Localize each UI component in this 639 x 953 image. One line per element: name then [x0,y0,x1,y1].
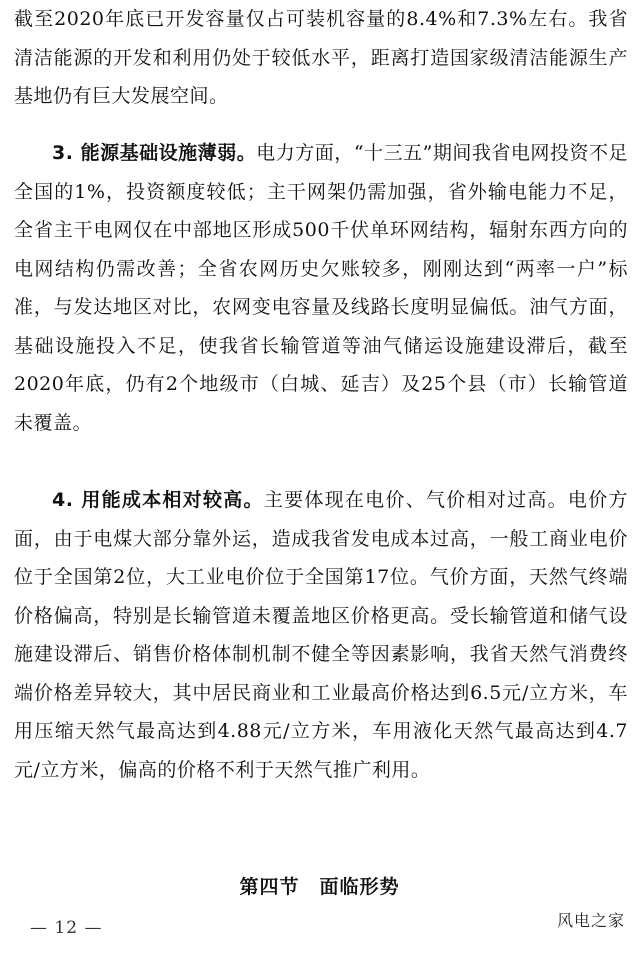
paragraph-text: 电力方面，“十三五”期间我省电网投资不足全国的1%，投资额度较低；主干网架仍需加强，省外输电能力不足，全省主干电网仅在中部地区形成500千伏单环网结构，辐射东西方向的电网结构仍需改善；全省农网历史欠账较多，刚刚达到“两率一户”标准，与发达地区对比，农网变电容量及线路长度明显偏低。油气方面，基础设施投入不足，使我省长输管道等油气储运设施建设滞后，截至2020年底，仍有2个地级市（白城、延吉）及25个县（市）长输管道未覆盖。 [14,142,628,434]
section-title: 第四节 面临形势 [239,876,400,898]
paragraph-text: 主要体现在电价、气价相对过高。电价方面，由于电煤大部分靠外运，造成我省发电成本过高，一般工商业电价位于全国第2位，大工业电价位于全国第17位。气价方面，天然气终端价格偏高，特别是长输管道未覆盖地区价格更高。受长输管道和储气设施建设滞后、销售价格体制机制不健全等因素影响，我省天然气消费终端价格差异较大，其中居民商业和工业最高价格达到6.5元/立方米，车用压缩天然气最高达到4.88元/立方米，车用液化天然气最高达到4.7元/立方米，偏高的价格不利于天然气推广利用。 [14,489,628,781]
paragraph-text: 截至2020年底已开发容量仅占可装机容量的8.4%和7.3%左右。我省清洁能源的开发和利用仍处于较低水平，距离打造国家级清洁能源生产基地仍有巨大发展空间。 [14,8,628,107]
paragraph-energy-cost [14,481,628,789]
paragraph-heading: 3. 能源基础设施薄弱。 [52,142,257,164]
paragraph-continuation [14,0,628,116]
page-number: — 12 — [30,918,103,938]
paragraph-heading: 4. 用能成本相对较高。 [52,489,264,511]
watermark-text: 风电之家 [556,911,625,930]
paragraph-infrastructure [14,134,628,442]
